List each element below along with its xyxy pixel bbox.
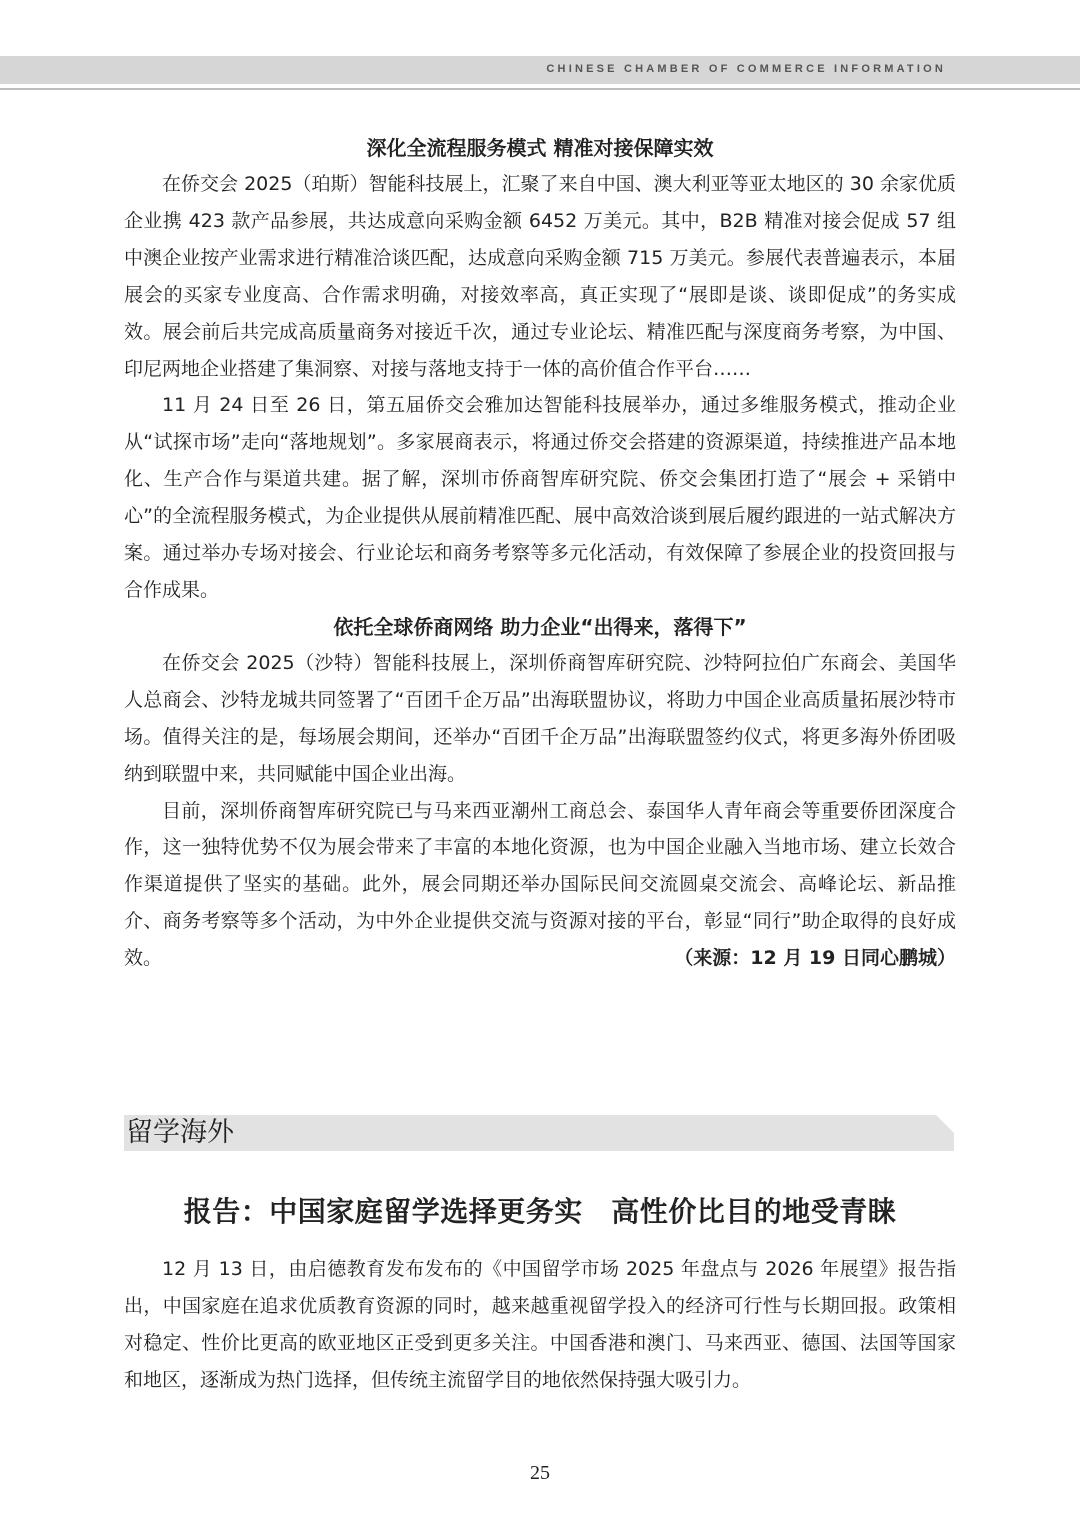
source-citation [124, 940, 956, 977]
paragraph-perth-expo: 在侨交会 2025（珀斯）智能科技展上，汇聚了来自中国、澳大利亚等亚太地区的 30 余家优质企业携 423 款产品参展，共达成意向采购金额 6452 万美元。其中，B2B 精准对接会促成 57 组中澳企业按产业需求进行精准洽谈匹配，达成意向采购金额 715 万美元。参展代表普遍表示，本届展会的买家专业度高、合作需求明确，对接效率高，真正实现了“展即是谈、谈即促成”的务实成效。展会前后共完成高质量商务对接近千次，通过专业论坛、精准匹配与深度商务考察，为中国、印尼两地企业搭建了集洞察、对接与落地支持于一体的高价值合作平台…… [124, 173, 956, 380]
article-body [124, 1251, 956, 1399]
header-rule [0, 88, 1080, 90]
section-banner-shape [124, 1115, 954, 1151]
section-title: 留学海外 [126, 1117, 234, 1148]
section-banner [124, 1115, 954, 1151]
subheading-service-model: 深化全流程服务模式 精准对接保障实效 [366, 136, 714, 160]
paragraph-partnerships: 目前，深圳侨商智库研究院已与马来西亚潮州工商总会、泰国华人青年商会等重要侨团深度合作，这一独特优势不仅为展会带来了丰富的本地化资源，也为中国企业融入当地市场、建立长效合作渠道提供了坚实的基础。此外，展会同期还举办国际民间交流圆桌交流会、高峰论坛、新品推介、商务考察等多个活动，为中外企业提供交流与资源对接的平台，彰显“同行”助企取得的良好成效。 [124, 799, 956, 970]
paragraph-jakarta-expo: 11 月 24 日至 26 日，第五届侨交会雅加达智能科技展举办，通过多维服务模式，推动企业从“试探市场”走向“落地规划”。多家展商表示，将通过侨交会搭建的资源渠道，持续推进产品本地化、生产合作与渠道共建。据了解，深圳市侨商智库研究院、侨交会集团打造了“展会 + 采销中心”的全流程服务模式，为企业提供从展前精准匹配、展中高效洽谈到展后履约跟进的一站式解决方案。通过举办专场对接会、行业论坛和商务考察等多元化活动，有效保障了参展企业的投资回报与合作成果。 [124, 394, 956, 601]
subheading-overseas-network: 依托全球侨商网络 助力企业“出得来，落得下” [333, 614, 747, 639]
article-continuation [124, 130, 956, 977]
page-number: 25 [530, 1462, 550, 1484]
article-title: 报告：中国家庭留学选择更务实 高性价比目的地受青睐 [183, 1195, 897, 1228]
paragraph-study-abroad-report: 12 月 13 日，由启德教育发布发布的《中国留学市场 2025 年盘点与 2026 年展望》报告指出，中国家庭在追求优质教育资源的同时，越来越重视留学投入的经济可行性与长期回报。政策相对稳定、性价比更高的欧亚地区正受到更多关注。中国香港和澳门、马来西亚、德国、法国等国家和地区，逐渐成为热门选择，但传统主流留学目的地依然保持强大吸引力。 [124, 1258, 956, 1391]
running-header: CHINESE CHAMBER OF COMMERCE INFORMATION [546, 63, 946, 75]
source-text: （来源：12 月 19 日同心鹏城） [674, 947, 956, 970]
paragraph-saudi-expo: 在侨交会 2025（沙特）智能科技展上，深圳侨商智库研究院、沙特阿拉伯广东商会、美国华人总商会、沙特龙城共同签署了“百团千企万品”出海联盟协议，将助力中国企业高质量拓展沙特市场。值得关注的是，每场展会期间，还举办“百团千企万品”出海联盟签约仪式，将更多海外侨团吸纳到联盟中来，共同赋能中国企业出海。 [124, 651, 956, 785]
